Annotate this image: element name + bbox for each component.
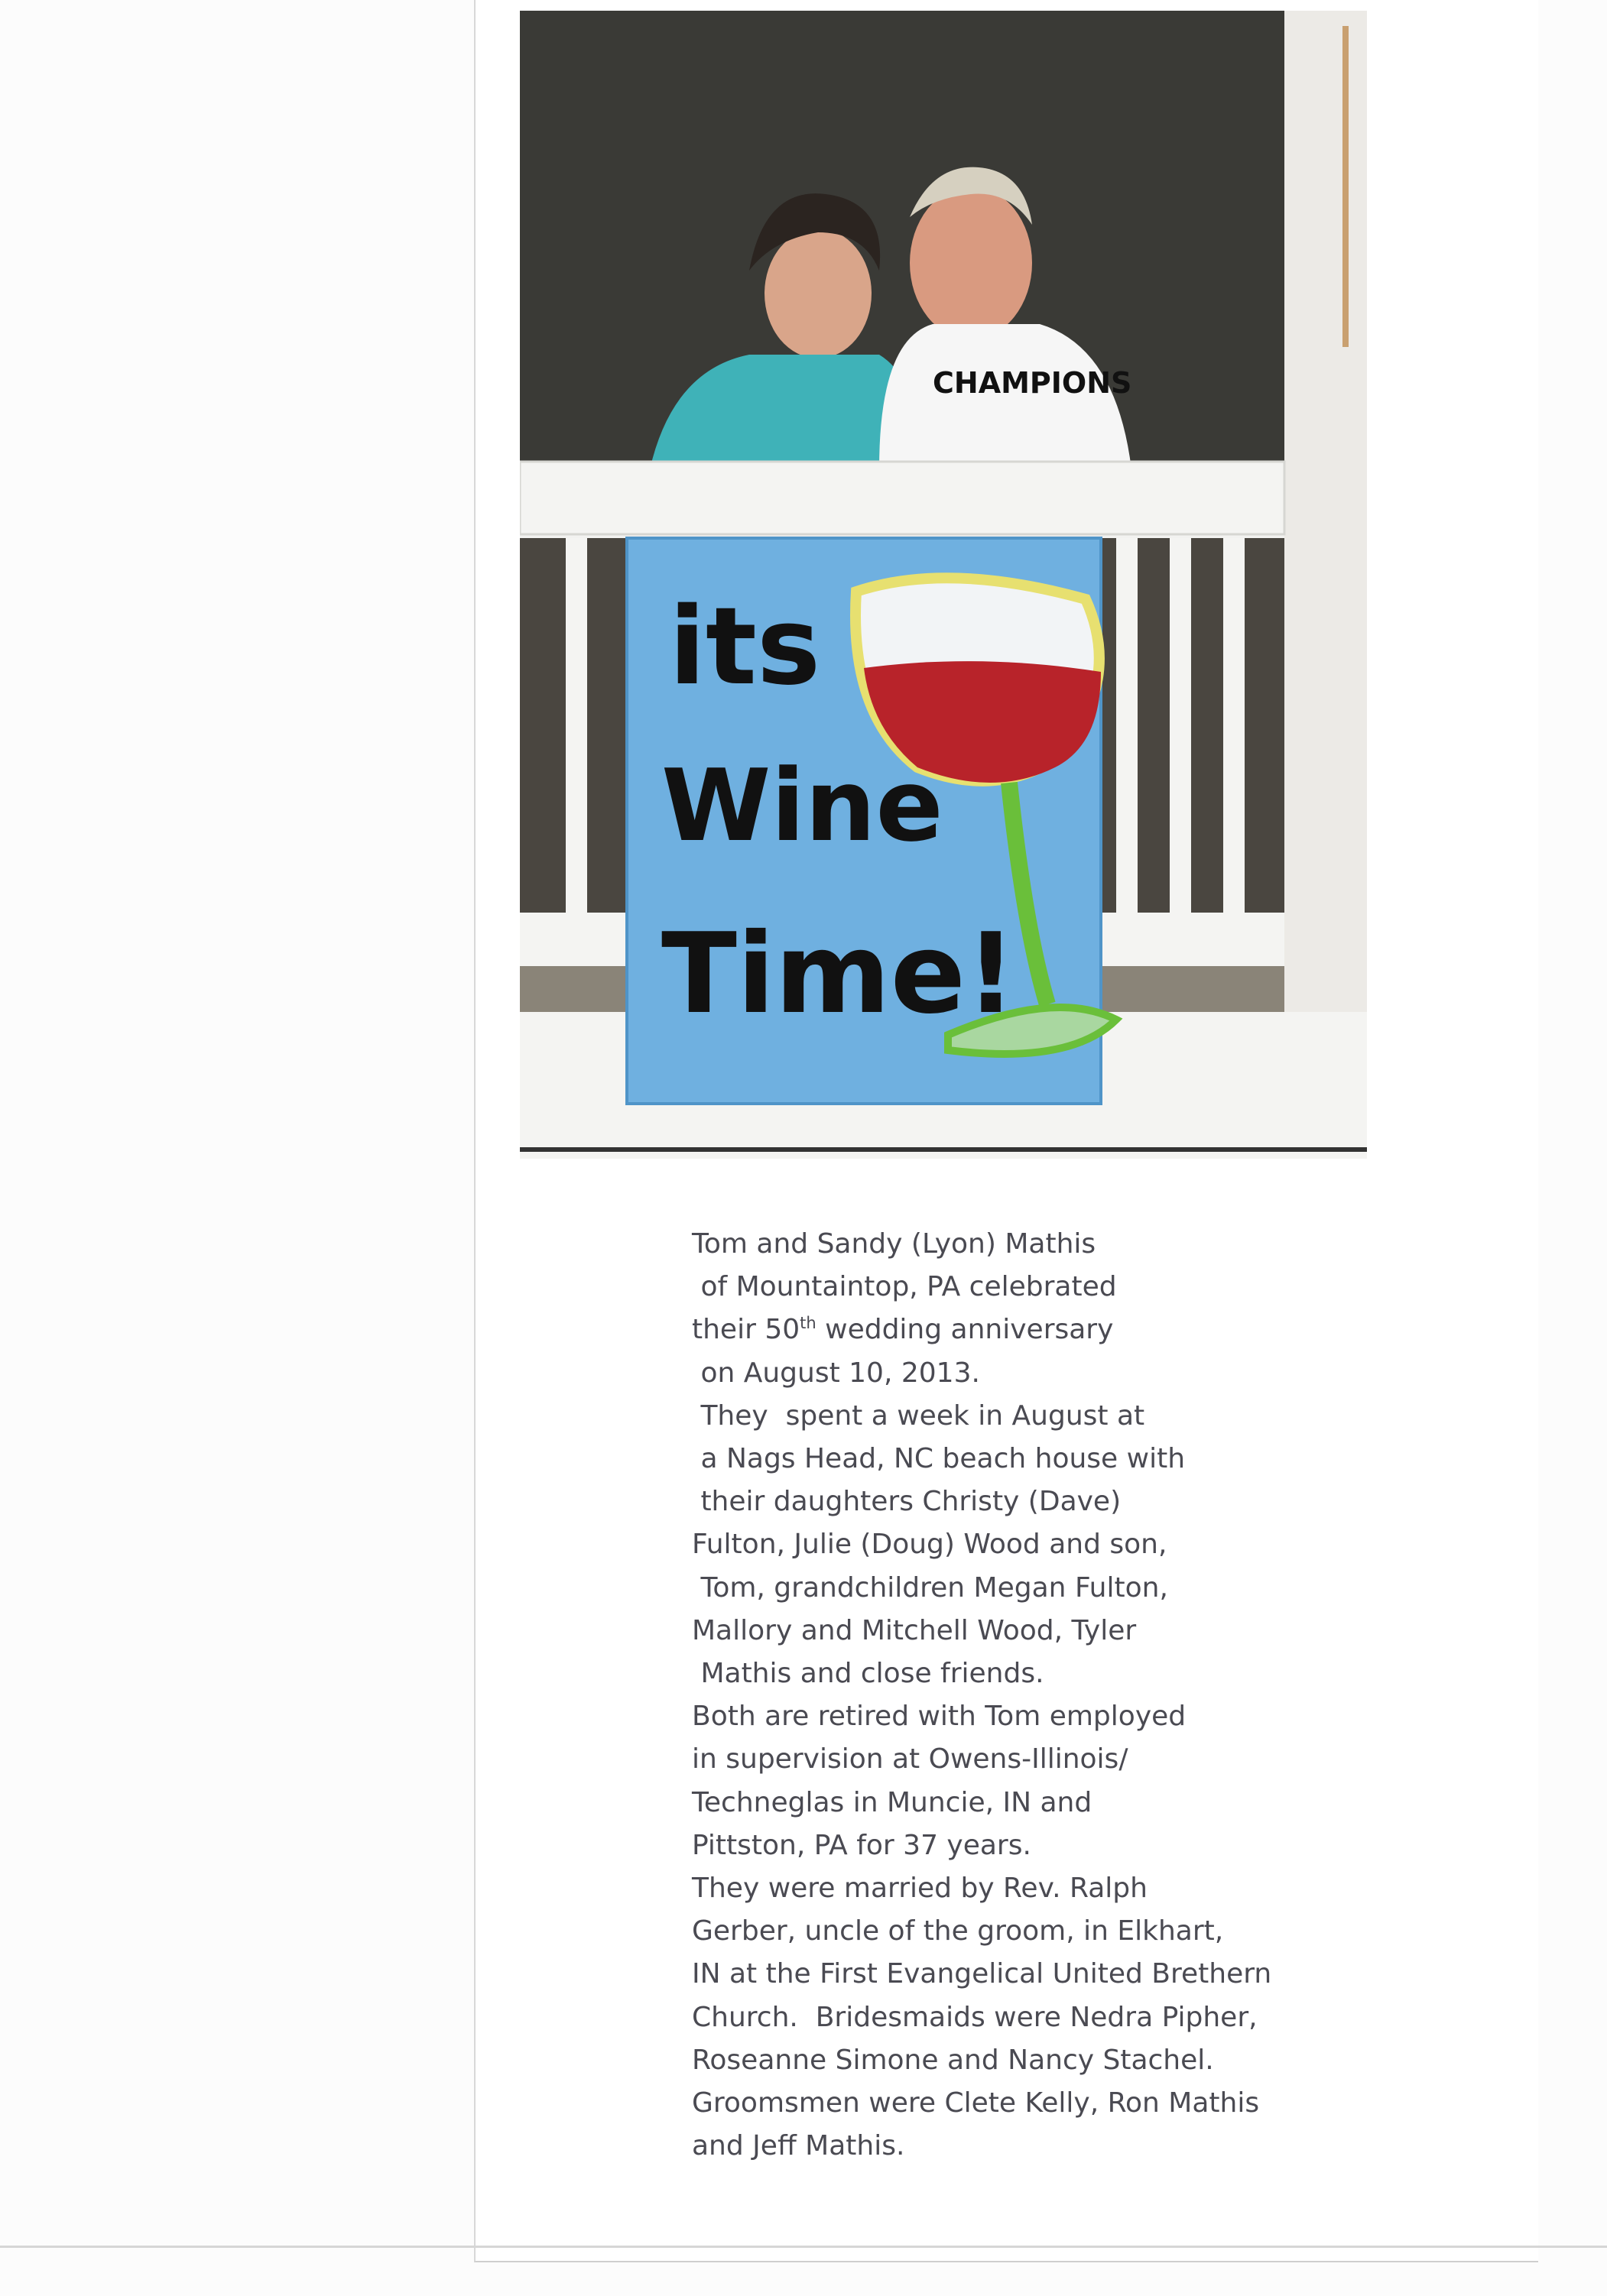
- text-line: and Jeff Mathis.: [692, 2130, 905, 2162]
- text-line: They spent a week in August at: [692, 1399, 1145, 1432]
- text-line: Tom and Sandy (Lyon) Mathis: [692, 1228, 1096, 1260]
- scan-edge-line: [0, 2246, 1607, 2248]
- banner-line-2: Wine: [661, 747, 943, 864]
- text-line: Mallory and Mitchell Wood, Tyler: [692, 1614, 1137, 1646]
- text-line: Tom, grandchildren Megan Fulton,: [692, 1571, 1168, 1604]
- text-line: in supervision at Owens-Illinois/: [692, 1743, 1128, 1776]
- text-line: Roseanne Simone and Nancy Stachel.: [692, 2044, 1214, 2076]
- text-line: Pittston, PA for 37 years.: [692, 1829, 1031, 1861]
- announcement-text: [692, 1223, 1349, 2168]
- text-line: They were married by Rev. Ralph: [692, 1873, 1148, 1905]
- woman-face: [765, 229, 872, 358]
- man-face: [910, 186, 1032, 339]
- text-line: IN at the First Evangelical United Brethern: [692, 1958, 1272, 1990]
- text-line-part: wedding anniversary: [816, 1314, 1114, 1346]
- text-line-anniversary: [692, 1309, 1349, 1351]
- text-line: their daughters Christy (Dave): [692, 1486, 1122, 1518]
- ordinal-suffix: th: [800, 1314, 816, 1333]
- text-line: Church. Bridesmaids were Nedra Pipher,: [692, 2001, 1258, 2033]
- banner-line-1: its: [669, 585, 821, 709]
- banner-line-3: Time!: [661, 910, 1017, 1039]
- text-line: Fulton, Julie (Doug) Wood and son,: [692, 1529, 1167, 1561]
- right-wall: [1284, 11, 1367, 1104]
- shirt-text: CHAMPIONS: [933, 366, 1132, 400]
- text-line: Gerber, uncle of the groom, in Elkhart,: [692, 1915, 1224, 1947]
- text-line: Both are retired with Tom employed: [692, 1701, 1187, 1733]
- anniversary-photo: [520, 11, 1367, 1159]
- text-line: Groomsmen were Clete Kelly, Ron Mathis: [692, 2087, 1260, 2119]
- railing-top: [520, 462, 1284, 534]
- text-line: on August 10, 2013.: [692, 1357, 980, 1389]
- text-line: Mathis and close friends.: [692, 1658, 1044, 1690]
- text-line-part: their 50: [692, 1314, 800, 1346]
- text-line: a Nags Head, NC beach house with: [692, 1443, 1186, 1475]
- text-line: Techneglas in Muncie, IN and: [692, 1786, 1092, 1818]
- text-line: of Mountaintop, PA celebrated: [692, 1271, 1117, 1303]
- photo-svg: [520, 11, 1367, 1159]
